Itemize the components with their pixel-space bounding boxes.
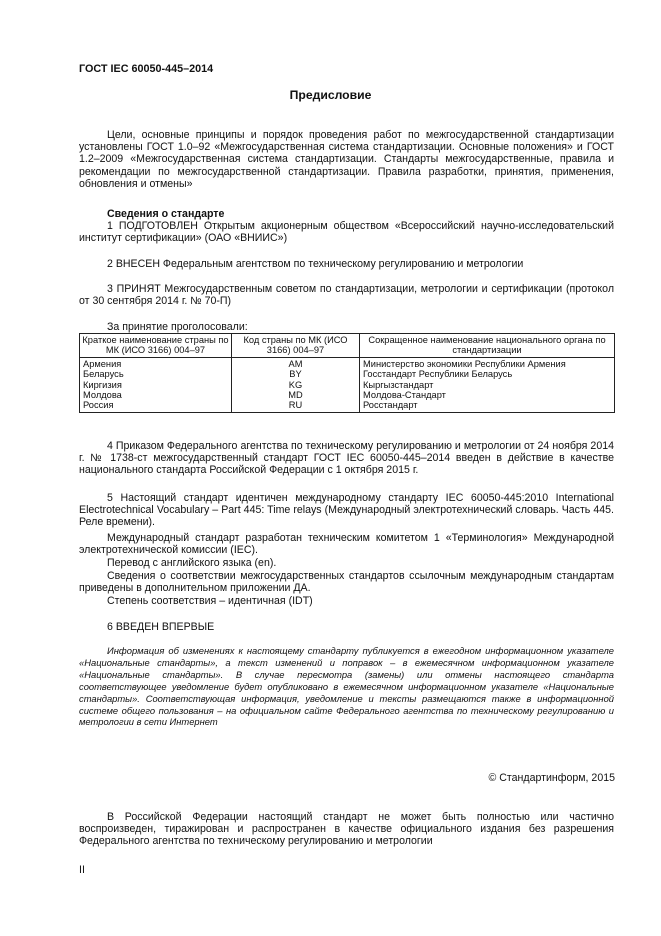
page-title: Предисловие bbox=[289, 88, 372, 102]
table-cell-code: MD bbox=[232, 390, 360, 400]
table-cell-body: Министерство экономики Республики Армения bbox=[360, 357, 615, 369]
item-5-identical: 5 Настоящий стандарт идентичен международному стандарту IEC 60050-445:2010 International Electrotechnical Vocabulary – Part 445: Time relays (Международный электротехнический словарь. Часть 445. Реле времени). bbox=[79, 492, 614, 529]
table-header-country: Краткое наименование страны по МК (ИСО 3166) 004–97 bbox=[80, 334, 232, 358]
reproduction-rights: В Российской Федерации настоящий стандарт не может быть полностью или частично воспроизведен, тиражирован и распространен в качестве официального издания без разрешения Федерального агентства по техническому регулированию и метрологии bbox=[79, 811, 614, 848]
item-6-first-introduced: 6 ВВЕДЕН ВПЕРВЫЕ bbox=[107, 621, 215, 633]
table-header-code: Код страны по МК (ИСО 3166) 004–97 bbox=[232, 334, 360, 358]
item-5-references: Сведения о соответствии межгосударственных стандартов ссылочным международным стандартам приведены в дополнительном приложении ДА. bbox=[79, 570, 614, 595]
table-row bbox=[80, 390, 615, 400]
table-row bbox=[80, 357, 615, 369]
item-2-introduced: 2 ВНЕСЕН Федеральным агентством по техническому регулированию и метрологии bbox=[107, 258, 524, 270]
table-cell-country: Россия bbox=[80, 400, 232, 412]
item-5-translation: Перевод с английского языка (en). bbox=[107, 557, 277, 569]
table-row bbox=[80, 380, 615, 390]
table-header-body: Сокращенное наименование национального органа по стандартизации bbox=[360, 334, 615, 358]
voting-table bbox=[79, 333, 615, 413]
item-4-order: 4 Приказом Федерального агентства по техническому регулированию и метрологии от 24 ноября 2014 г. № 1738-ст межгосударственный стандарт ГОСТ IEC 60050-445–2014 введен в действие в качестве национального стандарта Российской Федерации с 1 октября 2015 г. bbox=[79, 440, 614, 477]
item-5-developed: Международный стандарт разработан техническим комитетом 1 «Терминология» Международной электротехнической комиссии (IEC). bbox=[79, 532, 614, 557]
document-header: ГОСТ IEC 60050-445–2014 bbox=[79, 63, 214, 75]
item-5-degree: Степень соответствия – идентичная (IDT) bbox=[107, 595, 313, 607]
page-number: II bbox=[79, 864, 85, 876]
change-notice: Информация об изменениях к настоящему стандарту публикуется в ежегодном информационном указателе «Национальные стандарты», а текст изменений и поправок – в ежемесячном информационном указателе «Национальные стандарты». В случае пересмотра (замены) или отмены настоящего стандарта соответствующее уведомление будет опубликовано в ежемесячном информационном указателе «Национальные стандарты». Соответствующая информация, уведомление и тексты размещаются также в информационной системе общего пользования – на официальном сайте Федерального агентства по техническому регулированию и метрологии в сети Интернет bbox=[79, 645, 614, 728]
table-cell-code: AM bbox=[232, 357, 360, 369]
table-cell-body: Госстандарт Республики Беларусь bbox=[360, 369, 615, 379]
intro-paragraph: Цели, основные принципы и порядок проведения работ по межгосударственной стандартизации установлены ГОСТ 1.0–92 «Межгосударственная система стандартизации. Основные положения» и ГОСТ 1.2–2009 «Межгосударственная система стандартизации. Стандарты межгосударственные, правила и рекомендации по межгосударственной стандартизации. Правила разработки, принятия, применения, обновления и отмены» bbox=[79, 129, 614, 190]
item-3-adopted: 3 ПРИНЯТ Межгосударственным советом по стандартизации, метрологии и сертификации (протокол от 30 сентября 2014 г. № 70-П) bbox=[79, 283, 614, 308]
table-cell-code: BY bbox=[232, 369, 360, 379]
info-heading: Сведения о стандарте bbox=[107, 208, 225, 220]
table-cell-country: Армения bbox=[80, 357, 232, 369]
item-1-prepared: 1 ПОДГОТОВЛЕН Открытым акционерным обществом «Всероссийский научно-исследовательский институт сертификации» (ОАО «ВНИИС») bbox=[79, 220, 614, 245]
table-cell-body: Кыргызстандарт bbox=[360, 380, 615, 390]
table-header-row bbox=[80, 334, 615, 358]
table-cell-country: Молдова bbox=[80, 390, 232, 400]
vote-caption: За принятие проголосовали: bbox=[107, 321, 248, 333]
table-cell-code: KG bbox=[232, 380, 360, 390]
copyright: © Стандартинформ, 2015 bbox=[488, 772, 615, 784]
table-row bbox=[80, 369, 615, 379]
table-row bbox=[80, 400, 615, 412]
table-cell-country: Киргизия bbox=[80, 380, 232, 390]
table-cell-body: Молдова-Стандарт bbox=[360, 390, 615, 400]
table-cell-code: RU bbox=[232, 400, 360, 412]
table-cell-body: Росстандарт bbox=[360, 400, 615, 412]
table-cell-country: Беларусь bbox=[80, 369, 232, 379]
